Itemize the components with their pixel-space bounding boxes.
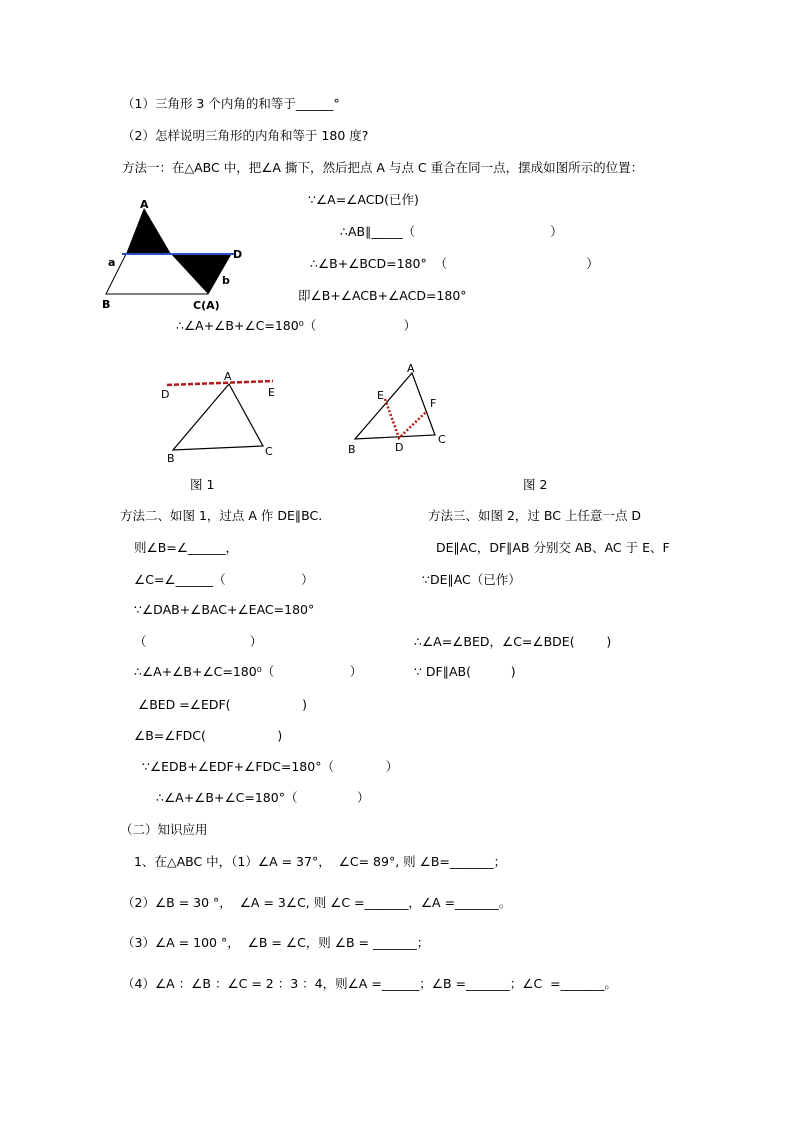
application-item-2: （2）∠B = 30 °， ∠A = 3∠C, 则 ∠C =_______，∠A =_______。 — [122, 895, 512, 910]
method-1-figure — [96, 196, 256, 320]
figure-2-label-d: D — [395, 441, 404, 454]
line-de — [167, 381, 273, 385]
method-1-step-5: ∴∠A+∠B+∠C=180⁰（ ） — [176, 318, 417, 333]
figure-1 — [155, 362, 285, 467]
method-2-step-7: ∠B=∠FDC( ) — [134, 728, 283, 743]
figure-1-label-a: A — [224, 370, 232, 383]
method-1-step-2: ∴AB∥_____（ ） — [340, 224, 563, 239]
method-3-step-1: DE∥AC，DF∥AB 分别交 AB、AC 于 E、F — [436, 540, 670, 555]
figure-2 — [343, 358, 463, 460]
method-3-step-3: ∴∠A=∠BED，∠C=∠BDE( ) — [414, 634, 612, 649]
method-2-step-8: ∵∠EDB+∠EDF+∠FDC=180°（ ） — [142, 759, 399, 774]
fig-label-a: A — [140, 198, 149, 211]
method-2-step-1: 则∠B=∠______， — [134, 540, 238, 555]
fig-label-c-a: C(A) — [193, 299, 220, 312]
figure-2-caption: 图 2 — [523, 477, 548, 492]
question-2: （2）怎样说明三角形的内角和等于 180 度? — [122, 128, 369, 143]
fig-label-side-a: a — [108, 256, 116, 269]
method-3-step-4: ∵ DF∥AB( ) — [414, 664, 516, 679]
fig-label-d: D — [233, 248, 243, 261]
method-2-step-4: （ ） — [134, 634, 263, 649]
method-1-intro: 方法一：在△ABC 中，把∠A 撕下，然后把点 A 与点 C 重合在同一点，摆成如图所示的位置： — [122, 160, 644, 175]
figure-2-label-e: E — [377, 389, 384, 402]
figure-2-label-f: F — [430, 397, 437, 410]
application-item-4: （4）∠A ：∠B ：∠C = 2 ：3 ：4，则∠A =______；∠B =_______；∠C =_______。 — [122, 976, 617, 991]
figure-1-label-c: C — [265, 445, 273, 458]
method-2-step-6: ∠BED =∠EDF( ) — [138, 697, 307, 712]
method-1-step-4: 即∠B+∠ACB+∠ACD=180° — [298, 288, 467, 303]
figure-2-label-a: A — [407, 362, 415, 375]
figure-1-label-b: B — [167, 452, 175, 465]
black-triangle-a — [126, 208, 171, 254]
figure-1-label-d: D — [161, 388, 170, 401]
method-2-step-9: ∴∠A+∠B+∠C=180°（ ） — [156, 790, 370, 805]
method-3-title: 方法三、如图 2，过 BC 上任意一点 D — [428, 508, 642, 523]
figure-1-label-e: E — [268, 386, 275, 399]
method-2-title: 方法二、如图 1，过点 A 作 DE∥BC. — [120, 508, 323, 523]
triangle-abc-2 — [355, 373, 435, 439]
figure-2-label-b: B — [348, 443, 356, 456]
method-2-step-3: ∵∠DAB+∠BAC+∠EAC=180° — [134, 602, 315, 617]
method-1-step-1: ∵∠A=∠ACD(已作) — [308, 192, 419, 207]
method-1-step-3: ∴∠B+∠BCD=180° （ ） — [310, 256, 599, 271]
fig-label-b: B — [102, 298, 111, 311]
dotted-lines-ed-df — [385, 399, 427, 438]
application-item-1: 1、在△ABC 中，（1）∠A = 37°， ∠C= 89°, 则 ∠B=_______； — [134, 854, 507, 869]
application-item-3: （3）∠A = 100 °， ∠B = ∠C，则 ∠B = _______； — [122, 935, 430, 950]
method-2-step-5: ∴∠A+∠B+∠C=180⁰（ ） — [134, 664, 363, 679]
method-3-step-2: ∵DE∥AC（已作） — [422, 572, 521, 587]
fig-label-side-b: b — [222, 274, 230, 287]
question-1: （1）三角形 3 个内角的和等于______° — [122, 96, 340, 111]
method-2-step-2: ∠C=∠______（ ） — [134, 572, 314, 587]
triangle-abc — [173, 384, 263, 450]
application-heading: （二）知识应用 — [120, 822, 208, 837]
figure-1-caption: 图 1 — [190, 477, 215, 492]
figure-2-label-c: C — [438, 433, 446, 446]
